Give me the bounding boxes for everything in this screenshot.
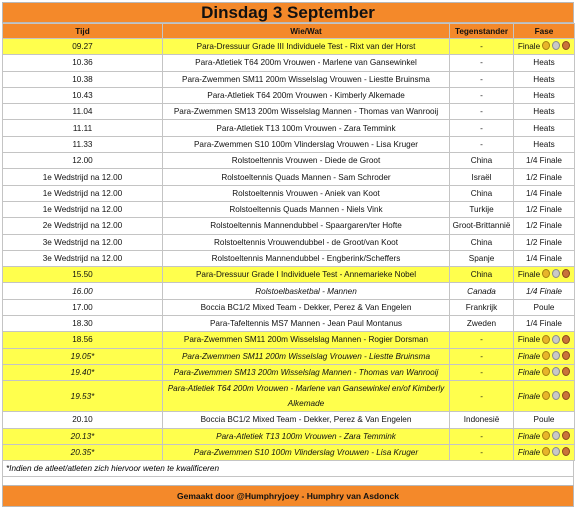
- phase-label: 1/2 Finale: [526, 221, 562, 231]
- table-row: [3, 428, 575, 444]
- cell-time: 1e Wedstrijd na 12.00: [3, 169, 163, 185]
- cell-phase: [514, 444, 575, 460]
- cell-time: 2e Wedstrijd na 12.00: [3, 218, 163, 234]
- cell-event: Boccia BC1/2 Mixed Team - Dekker, Perez & Van Engelen: [163, 412, 450, 428]
- header-phase: Fase: [514, 24, 575, 39]
- cell-opponent: Groot-Brittannië: [450, 218, 514, 234]
- cell-phase: [514, 299, 575, 315]
- gold-medal-icon: [542, 391, 550, 400]
- cell-phase: [514, 332, 575, 348]
- table-row: [3, 412, 575, 428]
- phase-label: 1/2 Finale: [526, 172, 562, 182]
- cell-event: Rolstoeltennis Quads Mannen - Sam Schroder: [163, 169, 450, 185]
- cell-opponent: Canada: [450, 283, 514, 299]
- cell-time: 19.40*: [3, 364, 163, 380]
- phase-label: Finale: [517, 447, 541, 457]
- cell-event: Rolstoeltennis Vrouwen - Diede de Groot: [163, 153, 450, 169]
- bronze-medal-icon: [562, 447, 570, 456]
- table-row: [3, 55, 575, 71]
- header-opponent: Tegenstander: [450, 24, 514, 39]
- silver-medal-icon: [552, 431, 560, 440]
- cell-phase: [514, 381, 575, 412]
- cell-phase: [514, 136, 575, 152]
- cell-event: Para-Zwemmen SM13 200m Wisselslag Mannen - Thomas van Wanrooij: [163, 104, 450, 120]
- cell-opponent: China: [450, 185, 514, 201]
- cell-time: 09.27: [3, 39, 163, 55]
- table-row: [3, 120, 575, 136]
- cell-event: Para-Atletiek T64 200m Vrouwen - Marlene van Gansewinkel en/of Kimberly Alkemade: [163, 381, 450, 412]
- cell-opponent: -: [450, 55, 514, 71]
- cell-time: 18.56: [3, 332, 163, 348]
- cell-phase: [514, 201, 575, 217]
- cell-opponent: -: [450, 444, 514, 460]
- header-event: Wie/Wat: [163, 24, 450, 39]
- silver-medal-icon: [552, 367, 560, 376]
- cell-time: 11.11: [3, 120, 163, 136]
- cell-opponent: -: [450, 364, 514, 380]
- table-row: [3, 348, 575, 364]
- cell-event: Para-Dressuur Grade I Individuele Test - Annemarieke Nobel: [163, 267, 450, 283]
- cell-opponent: -: [450, 348, 514, 364]
- table-row: [3, 444, 575, 460]
- bronze-medal-icon: [562, 351, 570, 360]
- cell-time: 10.43: [3, 87, 163, 103]
- bronze-medal-icon: [562, 41, 570, 50]
- cell-opponent: Israël: [450, 169, 514, 185]
- bronze-medal-icon: [562, 391, 570, 400]
- phase-label: 1/4 Finale: [526, 254, 562, 263]
- cell-time: 20.13*: [3, 428, 163, 444]
- table-header-row: [3, 24, 575, 39]
- table-row: [3, 136, 575, 152]
- cell-phase: [514, 169, 575, 185]
- silver-medal-icon: [552, 351, 560, 360]
- phase-label: Finale: [517, 431, 541, 441]
- cell-phase: [514, 234, 575, 250]
- cell-phase: [514, 55, 575, 71]
- cell-time: 18.30: [3, 316, 163, 332]
- gold-medal-icon: [542, 269, 550, 278]
- cell-phase: [514, 185, 575, 201]
- phase-label: Finale: [517, 270, 541, 280]
- table-row: [3, 39, 575, 55]
- table-row: [3, 267, 575, 283]
- cell-time: 3e Wedstrijd na 12.00: [3, 250, 163, 266]
- cell-opponent: -: [450, 332, 514, 348]
- table-row: [3, 234, 575, 250]
- table-row: [3, 332, 575, 348]
- credit-footer: Gemaakt door @Humphryjoey - Humphry van Asdonck: [2, 485, 574, 507]
- cell-time: 19.05*: [3, 348, 163, 364]
- cell-time: 20.35*: [3, 444, 163, 460]
- phase-label: Finale: [517, 335, 541, 345]
- phase-label: Heats: [533, 107, 555, 117]
- cell-event: Para-Atletiek T13 100m Vrouwen - Zara Temmink: [163, 120, 450, 136]
- cell-opponent: -: [450, 71, 514, 87]
- phase-label: Finale: [517, 41, 541, 51]
- cell-phase: [514, 120, 575, 136]
- gold-medal-icon: [542, 367, 550, 376]
- cell-event: Para-Tafeltennis MS7 Mannen - Jean Paul Montanus: [163, 316, 450, 332]
- cell-time: 16.00: [3, 283, 163, 299]
- gold-medal-icon: [542, 351, 550, 360]
- phase-label: 1/4 Finale: [526, 286, 562, 296]
- cell-event: Para-Zwemmen S10 100m Vlinderslag Vrouwen - Lisa Kruger: [163, 444, 450, 460]
- page-title: Dinsdag 3 September: [2, 2, 574, 23]
- footnote: *Indien de atleet/atleten zich hiervoor weten te kwalificeren: [2, 461, 574, 477]
- cell-time: 1e Wedstrijd na 12.00: [3, 185, 163, 201]
- cell-opponent: -: [450, 381, 514, 412]
- cell-time: 10.36: [3, 55, 163, 71]
- cell-phase: [514, 218, 575, 234]
- cell-event: Rolstoelbasketbal - Mannen: [163, 283, 450, 299]
- phase-label: Finale: [517, 367, 541, 377]
- cell-opponent: Spanje: [450, 250, 514, 266]
- phase-label: Heats: [533, 123, 555, 133]
- silver-medal-icon: [552, 447, 560, 456]
- phase-label: 1/2 Finale: [526, 237, 562, 247]
- cell-opponent: China: [450, 234, 514, 250]
- table-row: [3, 364, 575, 380]
- silver-medal-icon: [552, 391, 560, 400]
- cell-time: 10.38: [3, 71, 163, 87]
- phase-label: Heats: [533, 139, 555, 149]
- cell-event: Para-Atletiek T64 200m Vrouwen - Marlene van Gansewinkel: [163, 55, 450, 71]
- cell-event: Rolstoeltennis Mannendubbel - Engberink/Scheffers: [163, 250, 450, 266]
- cell-event: Para-Atletiek T13 100m Vrouwen - Zara Temmink: [163, 428, 450, 444]
- header-time: Tijd: [3, 24, 163, 39]
- cell-opponent: -: [450, 428, 514, 444]
- cell-phase: [514, 428, 575, 444]
- phase-label: Heats: [533, 91, 555, 101]
- cell-time: 15.50: [3, 267, 163, 283]
- cell-opponent: -: [450, 104, 514, 120]
- table-row: [3, 201, 575, 217]
- cell-phase: [514, 153, 575, 169]
- gold-medal-icon: [542, 447, 550, 456]
- table-row: [3, 71, 575, 87]
- phase-label: Heats: [533, 74, 555, 84]
- cell-event: Para-Zwemmen SM11 200m Wisselslag Vrouwen - Liestte Bruinsma: [163, 71, 450, 87]
- silver-medal-icon: [552, 269, 560, 278]
- table-row: [3, 299, 575, 315]
- cell-phase: [514, 348, 575, 364]
- table-row: [3, 185, 575, 201]
- phase-label: Finale: [517, 351, 541, 361]
- table-row: [3, 250, 575, 266]
- silver-medal-icon: [552, 335, 560, 344]
- table-row: [3, 153, 575, 169]
- phase-label: 1/4 Finale: [526, 188, 562, 198]
- cell-phase: [514, 104, 575, 120]
- bronze-medal-icon: [562, 335, 570, 344]
- table-row: [3, 218, 575, 234]
- cell-event: Para-Atletiek T64 200m Vrouwen - Kimberly Alkemade: [163, 87, 450, 103]
- cell-phase: [514, 283, 575, 299]
- bronze-medal-icon: [562, 367, 570, 376]
- cell-time: 1e Wedstrijd na 12.00: [3, 201, 163, 217]
- cell-time: 11.04: [3, 104, 163, 120]
- cell-phase: [514, 87, 575, 103]
- cell-event: Boccia BC1/2 Mixed Team - Dekker, Perez & Van Engelen: [163, 299, 450, 315]
- cell-opponent: Indonesië: [450, 412, 514, 428]
- table-row: [3, 283, 575, 299]
- cell-event: Rolstoeltennis Vrouwendubbel - de Groot/van Koot: [163, 234, 450, 250]
- table-row: [3, 381, 575, 412]
- cell-phase: [514, 267, 575, 283]
- cell-opponent: -: [450, 120, 514, 136]
- cell-event: Rolstoeltennis Quads Mannen - Niels Vink: [163, 201, 450, 217]
- cell-opponent: -: [450, 39, 514, 55]
- cell-opponent: Turkije: [450, 201, 514, 217]
- silver-medal-icon: [552, 41, 560, 50]
- cell-event: Para-Zwemmen SM13 200m Wisselslag Mannen - Thomas van Wanrooij: [163, 364, 450, 380]
- cell-time: 11.33: [3, 136, 163, 152]
- cell-time: 20.10: [3, 412, 163, 428]
- cell-time: 3e Wedstrijd na 12.00: [3, 234, 163, 250]
- cell-time: 19.53*: [3, 381, 163, 412]
- cell-opponent: China: [450, 153, 514, 169]
- table-row: [3, 316, 575, 332]
- bronze-medal-icon: [562, 269, 570, 278]
- cell-event: Rolstoeltennis Mannendubbel - Spaargaren/ter Hofte: [163, 218, 450, 234]
- cell-phase: [514, 412, 575, 428]
- cell-opponent: China: [450, 267, 514, 283]
- phase-label: 1/4 Finale: [526, 319, 562, 329]
- table-row: [3, 169, 575, 185]
- schedule-sheet: [2, 2, 574, 507]
- gold-medal-icon: [542, 41, 550, 50]
- phase-label: Poule: [533, 302, 555, 312]
- cell-opponent: -: [450, 87, 514, 103]
- spacer: [2, 477, 574, 485]
- cell-event: Para-Zwemmen S10 100m Vlinderslag Vrouwen - Lisa Kruger: [163, 136, 450, 152]
- cell-event: Para-Dressuur Grade III Individuele Test - Rixt van der Horst: [163, 39, 450, 55]
- phase-label: Heats: [533, 58, 555, 68]
- cell-phase: [514, 316, 575, 332]
- cell-phase: [514, 39, 575, 55]
- phase-label: 1/4 Finale: [526, 156, 562, 166]
- cell-event: Para-Zwemmen SM11 200m Wisselslag Mannen - Rogier Dorsman: [163, 332, 450, 348]
- cell-opponent: Frankrijk: [450, 299, 514, 315]
- table-row: [3, 104, 575, 120]
- cell-event: Para-Zwemmen SM11 200m Wisselslag Vrouwen - Liestte Bruinsma: [163, 348, 450, 364]
- gold-medal-icon: [542, 431, 550, 440]
- cell-phase: [514, 71, 575, 87]
- schedule-table: [2, 23, 575, 461]
- cell-time: 17.00: [3, 299, 163, 315]
- phase-label: Finale: [517, 391, 541, 401]
- cell-event: Rolstoeltennis Vrouwen - Aniek van Koot: [163, 185, 450, 201]
- phase-label: Poule: [533, 415, 555, 425]
- cell-time: 12.00: [3, 153, 163, 169]
- cell-phase: [514, 250, 575, 266]
- gold-medal-icon: [542, 335, 550, 344]
- bronze-medal-icon: [562, 431, 570, 440]
- cell-opponent: -: [450, 136, 514, 152]
- cell-phase: [514, 364, 575, 380]
- table-row: [3, 87, 575, 103]
- phase-label: 1/2 Finale: [526, 205, 562, 215]
- cell-opponent: Zweden: [450, 316, 514, 332]
